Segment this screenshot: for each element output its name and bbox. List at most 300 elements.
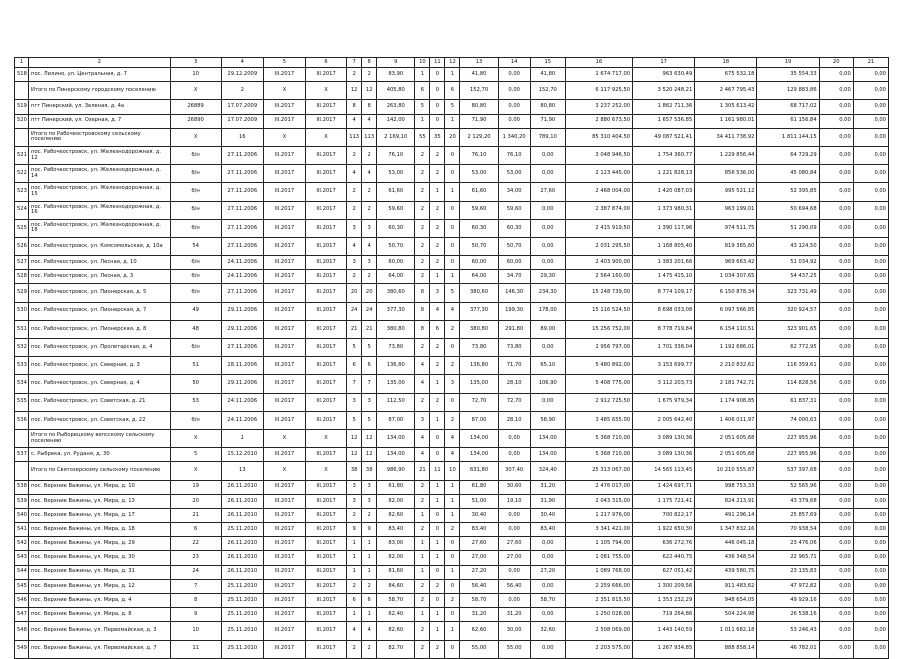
address-cell: пос. Рабочеостровск, ул. Советская, д. 22	[29, 411, 170, 429]
value-cell: 71,90	[530, 114, 565, 128]
value-cell: 24	[347, 302, 362, 320]
value-cell: 0,00	[853, 165, 888, 183]
value-cell: 54 437,25	[757, 270, 819, 284]
value-cell: 1	[362, 551, 377, 565]
value-cell: 11	[170, 640, 221, 658]
value-cell: 25 857,69	[757, 508, 819, 522]
table-row	[15, 551, 889, 565]
value-cell: 380,80	[460, 320, 498, 338]
table-row	[15, 256, 889, 270]
value-cell: 1	[430, 375, 445, 393]
value-cell: 0,00	[853, 128, 888, 146]
value-cell: 26.11.2010	[221, 494, 263, 508]
value-cell: 71,70	[498, 357, 530, 375]
row-number: 518	[15, 68, 29, 82]
value-cell: 1	[221, 429, 263, 447]
value-cell: 46 782,01	[757, 640, 819, 658]
value-cell: 17.07.2009	[221, 114, 263, 128]
column-number: 5	[263, 58, 305, 68]
value-cell: 199,30	[498, 302, 530, 320]
column-number: 20	[819, 58, 853, 68]
address-cell: Итого по Пинерскому городскому поселению	[29, 82, 170, 100]
value-cell: 0,00	[819, 339, 853, 357]
row-number: 524	[15, 201, 29, 219]
value-cell: 17.07.2009	[221, 100, 263, 114]
value-cell: 636 272,76	[633, 537, 695, 551]
value-cell: 26890	[170, 114, 221, 128]
value-cell: X	[170, 82, 221, 100]
value-cell: 51 290,09	[757, 219, 819, 237]
column-number: 4	[221, 58, 263, 68]
value-cell: 0	[445, 339, 460, 357]
value-cell: 80,80	[530, 100, 565, 114]
value-cell: 6	[362, 594, 377, 608]
value-cell: 24.11.2006	[221, 270, 263, 284]
value-cell: 21	[362, 320, 377, 338]
value-cell: 3	[347, 480, 362, 494]
value-cell: 3 089 130,36	[633, 429, 695, 447]
value-cell: 2	[430, 393, 445, 411]
value-cell: 0,00	[819, 237, 853, 255]
value-cell: 2 210 832,62	[695, 357, 757, 375]
column-number: 12	[445, 58, 460, 68]
value-cell: III.2017	[305, 219, 346, 237]
column-number: 13	[460, 58, 498, 68]
table-row	[15, 640, 889, 658]
value-cell: 888 858,14	[695, 640, 757, 658]
value-cell: 0	[430, 594, 445, 608]
value-cell: 45 080,84	[757, 165, 819, 183]
value-cell: 53,00	[498, 165, 530, 183]
value-cell: 55,00	[460, 640, 498, 658]
value-cell: 106,90	[530, 375, 565, 393]
value-cell: 2 387 874,00	[565, 201, 632, 219]
value-cell: 134,00	[377, 448, 415, 462]
value-cell: 227 955,96	[757, 448, 819, 462]
value-cell: 26.11.2010	[221, 508, 263, 522]
value-cell: 8 698 033,08	[633, 302, 695, 320]
value-cell: 27.11.2006	[221, 237, 263, 255]
value-cell: 10	[170, 622, 221, 640]
address-cell: пос. Верхние Важины, ул. Мира, д. 8	[29, 608, 170, 622]
value-cell: 1	[445, 68, 460, 82]
row-number: 542	[15, 537, 29, 551]
value-cell: 61 156,84	[757, 114, 819, 128]
value-cell: 6	[415, 82, 430, 100]
value-cell: 2	[415, 219, 430, 237]
address-cell: пос. Рабочеостровск, ул. Пролетарская, д. 4	[29, 339, 170, 357]
value-cell: 0,00	[530, 165, 565, 183]
value-cell: 2	[415, 256, 430, 270]
value-cell: 35	[430, 128, 445, 146]
value-cell: III.2017	[305, 183, 346, 201]
value-cell: 627 051,42	[633, 565, 695, 579]
value-cell: III.2017	[305, 640, 346, 658]
value-cell: III.2017	[263, 270, 305, 284]
column-number: 3	[170, 58, 221, 68]
row-number: 534	[15, 375, 29, 393]
value-cell: 5	[415, 100, 430, 114]
value-cell: 50	[170, 375, 221, 393]
value-cell: 152,70	[460, 82, 498, 100]
value-cell: 0	[445, 146, 460, 164]
value-cell: 59,60	[460, 201, 498, 219]
value-cell: III.2017	[263, 219, 305, 237]
value-cell: III.2017	[263, 183, 305, 201]
row-number: 530	[15, 302, 29, 320]
value-cell: 675 532,18	[695, 68, 757, 82]
value-cell: 0,00	[819, 411, 853, 429]
subtotal-row	[15, 82, 889, 100]
value-cell: 53	[170, 393, 221, 411]
value-cell: 0,00	[530, 219, 565, 237]
column-number: 8	[362, 58, 377, 68]
value-cell: 12	[347, 448, 362, 462]
value-cell: 0,00	[530, 551, 565, 565]
value-cell: б/н	[170, 411, 221, 429]
value-cell: III.2017	[263, 201, 305, 219]
value-cell: 1	[430, 183, 445, 201]
value-cell: 5	[362, 339, 377, 357]
value-cell: 436 348,54	[695, 551, 757, 565]
value-cell: 4	[347, 165, 362, 183]
value-cell: 0	[430, 448, 445, 462]
value-cell: 6	[347, 357, 362, 375]
value-cell: 8 774 109,17	[633, 284, 695, 302]
column-number: 2	[29, 58, 170, 68]
value-cell: 2	[415, 579, 430, 593]
row-number: 527	[15, 256, 29, 270]
value-cell: 55	[415, 128, 430, 146]
address-cell: пос. Верхние Важины, ул. Мира, д. 13	[29, 494, 170, 508]
value-cell: 83,00	[377, 537, 415, 551]
address-cell: пос. Верхние Важины, ул. Мира, д. 31	[29, 565, 170, 579]
value-cell: III.2017	[263, 594, 305, 608]
value-cell: III.2017	[305, 579, 346, 593]
value-cell: 2	[415, 237, 430, 255]
value-cell: 2	[445, 411, 460, 429]
value-cell: 0,00	[498, 508, 530, 522]
value-cell: 0,00	[853, 339, 888, 357]
value-cell: 307,40	[498, 462, 530, 480]
value-cell: 74 000,63	[757, 411, 819, 429]
value-cell: 0,00	[853, 551, 888, 565]
value-cell: 1	[430, 270, 445, 284]
address-cell: Итого по Святозерскому сельскому поселению	[29, 462, 170, 480]
value-cell: 1 353 232,29	[633, 594, 695, 608]
value-cell: 1	[415, 551, 430, 565]
value-cell: б/н	[170, 146, 221, 164]
address-cell: пос. Рабочеостровск, ул. Комсомольская, д. 10а	[29, 237, 170, 255]
column-number: 17	[633, 58, 695, 68]
value-cell: 25.11.2010	[221, 523, 263, 537]
value-cell: 2 005 642,40	[633, 411, 695, 429]
value-cell: 0,00	[498, 565, 530, 579]
value-cell: 1 168 805,40	[633, 237, 695, 255]
value-cell: 2	[362, 146, 377, 164]
value-cell: 15 248 739,00	[565, 284, 632, 302]
value-cell: 25 313 067,00	[565, 462, 632, 480]
value-cell: 27.11.2006	[221, 165, 263, 183]
row-number: 548	[15, 622, 29, 640]
value-cell: 0,00	[819, 357, 853, 375]
table-row	[15, 480, 889, 494]
value-cell: б/н	[170, 183, 221, 201]
value-cell: 0,00	[498, 594, 530, 608]
value-cell: 73,80	[460, 339, 498, 357]
value-cell: 2 169,10	[377, 128, 415, 146]
value-cell: 2	[430, 237, 445, 255]
address-cell: пос. Лилино, ул. Центральная, д. 7	[29, 68, 170, 82]
value-cell: 2	[221, 82, 263, 100]
value-cell: 2	[445, 357, 460, 375]
value-cell: 1	[415, 608, 430, 622]
value-cell: 73,80	[498, 339, 530, 357]
value-cell: 2	[430, 256, 445, 270]
value-cell: 62,40	[377, 608, 415, 622]
value-cell: 54	[170, 237, 221, 255]
value-cell: 0,00	[853, 640, 888, 658]
value-cell: 1 229 856,44	[695, 146, 757, 164]
value-cell: 61,60	[377, 183, 415, 201]
value-cell: 82,00	[377, 551, 415, 565]
value-cell: 6	[170, 523, 221, 537]
value-cell: 0,00	[530, 146, 565, 164]
value-cell: 2 351 815,50	[565, 594, 632, 608]
value-cell: 4	[362, 237, 377, 255]
value-cell: 2	[430, 339, 445, 357]
value-cell: 31,90	[530, 494, 565, 508]
value-cell: III.2017	[263, 480, 305, 494]
row-number: 539	[15, 494, 29, 508]
value-cell: 2	[415, 622, 430, 640]
value-cell: 1 922 650,30	[633, 523, 695, 537]
value-cell: 1	[430, 608, 445, 622]
value-cell: 0	[445, 256, 460, 270]
value-cell: 0	[430, 82, 445, 100]
subtotal-row	[15, 462, 889, 480]
value-cell: 2	[347, 270, 362, 284]
value-cell: 58,70	[460, 594, 498, 608]
value-cell: 1	[347, 608, 362, 622]
row-number: 547	[15, 608, 29, 622]
table-row	[15, 508, 889, 522]
value-cell: 0,00	[819, 508, 853, 522]
value-cell: 0,00	[853, 608, 888, 622]
value-cell: 51 034,92	[757, 256, 819, 270]
table-row	[15, 68, 889, 82]
value-cell: III.2017	[305, 114, 346, 128]
value-cell: 1 034 307,65	[695, 270, 757, 284]
value-cell: 2	[362, 508, 377, 522]
value-cell: 0	[430, 565, 445, 579]
value-cell: 6	[362, 357, 377, 375]
value-cell: 27,60	[498, 537, 530, 551]
value-cell: 23	[170, 551, 221, 565]
table-row	[15, 165, 889, 183]
address-cell: пос. Рабочеостровск, ул. Железнодорожная, д. 12	[29, 146, 170, 164]
value-cell: 0,00	[853, 114, 888, 128]
value-cell: 2 123 445,00	[565, 165, 632, 183]
value-cell: 2 051 605,68	[695, 429, 757, 447]
value-cell: 8 778 719,84	[633, 320, 695, 338]
value-cell: X	[170, 128, 221, 146]
row-number: 523	[15, 183, 29, 201]
value-cell: 12	[347, 82, 362, 100]
value-cell: III.2017	[305, 594, 346, 608]
value-cell: 24	[170, 565, 221, 579]
value-cell: X	[305, 462, 346, 480]
value-cell: 2	[347, 201, 362, 219]
value-cell: 28.11.2006	[221, 357, 263, 375]
value-cell: 129 883,86	[757, 82, 819, 100]
value-cell: 0,00	[498, 68, 530, 82]
value-cell: 5	[362, 411, 377, 429]
value-cell: 3	[362, 494, 377, 508]
value-cell: 27,60	[530, 183, 565, 201]
value-cell: 377,30	[377, 302, 415, 320]
value-cell: III.2017	[263, 523, 305, 537]
value-cell: 789,10	[530, 128, 565, 146]
value-cell: X	[305, 429, 346, 447]
row-number: 535	[15, 393, 29, 411]
value-cell: 27.11.2006	[221, 339, 263, 357]
value-cell: 27,20	[530, 565, 565, 579]
subtotal-row	[15, 128, 889, 146]
column-number: 10	[415, 58, 430, 68]
value-cell: III.2017	[305, 523, 346, 537]
value-cell: 83,40	[460, 523, 498, 537]
value-cell: 61,80	[377, 480, 415, 494]
value-cell: III.2017	[305, 68, 346, 82]
value-cell: 0,00	[853, 270, 888, 284]
value-cell: 27.11.2006	[221, 183, 263, 201]
table-row	[15, 270, 889, 284]
value-cell: 0,00	[853, 565, 888, 579]
value-cell: 0,00	[530, 640, 565, 658]
value-cell: III.2017	[305, 565, 346, 579]
value-cell: 53,00	[460, 165, 498, 183]
value-cell: 1	[362, 537, 377, 551]
value-cell: III.2017	[305, 622, 346, 640]
value-cell: 38	[362, 462, 377, 480]
value-cell: 4	[415, 448, 430, 462]
table-row	[15, 320, 889, 338]
value-cell: 52 395,85	[757, 183, 819, 201]
value-cell: 234,30	[530, 284, 565, 302]
value-cell: 0,00	[853, 523, 888, 537]
value-cell: 20	[362, 284, 377, 302]
value-cell: 1	[445, 622, 460, 640]
value-cell: 2	[415, 165, 430, 183]
value-cell: 0,00	[853, 183, 888, 201]
value-cell: 31,20	[460, 608, 498, 622]
value-cell: 83,40	[530, 523, 565, 537]
value-cell: 152,70	[530, 82, 565, 100]
value-cell: 24.11.2006	[221, 393, 263, 411]
value-cell: 0,00	[819, 608, 853, 622]
value-cell: 0,00	[819, 429, 853, 447]
value-cell: III.2017	[263, 165, 305, 183]
value-cell: III.2017	[263, 508, 305, 522]
value-cell: 29,30	[530, 270, 565, 284]
value-cell: III.2017	[305, 608, 346, 622]
value-cell: 84,60	[377, 579, 415, 593]
value-cell: 1 443 140,59	[633, 622, 695, 640]
value-cell: 3 089 130,36	[633, 448, 695, 462]
table-row	[15, 494, 889, 508]
value-cell: 72,70	[498, 393, 530, 411]
value-cell: 0	[445, 393, 460, 411]
address-cell: пос. Верхние Важины, ул. Мира, д. 10	[29, 480, 170, 494]
address-cell: пос. Рабочеостровск, ул. Лесная, д. 10	[29, 256, 170, 270]
value-cell: 14 565 113,45	[633, 462, 695, 480]
address-cell: пос. Верхние Важины, ул. Первомайская, д. 3	[29, 622, 170, 640]
value-cell: III.2017	[263, 237, 305, 255]
table-row	[15, 448, 889, 462]
value-cell: 19	[170, 480, 221, 494]
row-number: 533	[15, 357, 29, 375]
value-cell: 1 221 828,13	[633, 165, 695, 183]
value-cell: 3	[362, 480, 377, 494]
value-cell: 0,00	[853, 82, 888, 100]
value-cell: III.2017	[305, 339, 346, 357]
value-cell: 0,00	[530, 201, 565, 219]
value-cell: 0,00	[853, 256, 888, 270]
value-cell: 380,60	[460, 284, 498, 302]
value-cell: 0,00	[853, 448, 888, 462]
value-cell: 87,00	[377, 411, 415, 429]
value-cell: 1 347 832,16	[695, 523, 757, 537]
value-cell: 27,00	[460, 551, 498, 565]
value-cell: 263,80	[377, 100, 415, 114]
value-cell: 8	[415, 302, 430, 320]
value-cell: 0,00	[853, 237, 888, 255]
value-cell: 53 246,43	[757, 622, 819, 640]
value-cell: 963 630,49	[633, 68, 695, 82]
value-cell: 26.11.2010	[221, 537, 263, 551]
value-cell: 0	[445, 608, 460, 622]
row-number: 528	[15, 270, 29, 284]
value-cell: 0	[430, 114, 445, 128]
value-cell: 58,70	[377, 594, 415, 608]
value-cell: III.2017	[305, 375, 346, 393]
value-cell: III.2017	[263, 357, 305, 375]
value-cell: 15.12.2010	[221, 448, 263, 462]
value-cell: 948 654,05	[695, 594, 757, 608]
value-cell: 0,00	[530, 339, 565, 357]
address-cell: пос. Верхние Важины, ул. Первомайская, д. 7	[29, 640, 170, 658]
value-cell: 55,00	[498, 640, 530, 658]
value-cell: 16	[221, 128, 263, 146]
value-cell: 6	[430, 320, 445, 338]
value-cell: 3 520 248,21	[633, 82, 695, 100]
column-number: 1	[15, 58, 29, 68]
value-cell: 27,20	[460, 565, 498, 579]
table-row	[15, 537, 889, 551]
value-cell: 2 912 725,50	[565, 393, 632, 411]
address-cell: пос. Рабочеостровск, ул. Железнодорожная, д. 18	[29, 219, 170, 237]
value-cell: 0,00	[530, 579, 565, 593]
value-cell: 1	[430, 537, 445, 551]
value-cell: III.2017	[305, 411, 346, 429]
table-row	[15, 393, 889, 411]
row-number	[15, 462, 29, 480]
value-cell: 23 476,06	[757, 537, 819, 551]
value-cell: 1 701 338,04	[633, 339, 695, 357]
value-cell: 1	[362, 565, 377, 579]
value-cell: 0	[445, 237, 460, 255]
